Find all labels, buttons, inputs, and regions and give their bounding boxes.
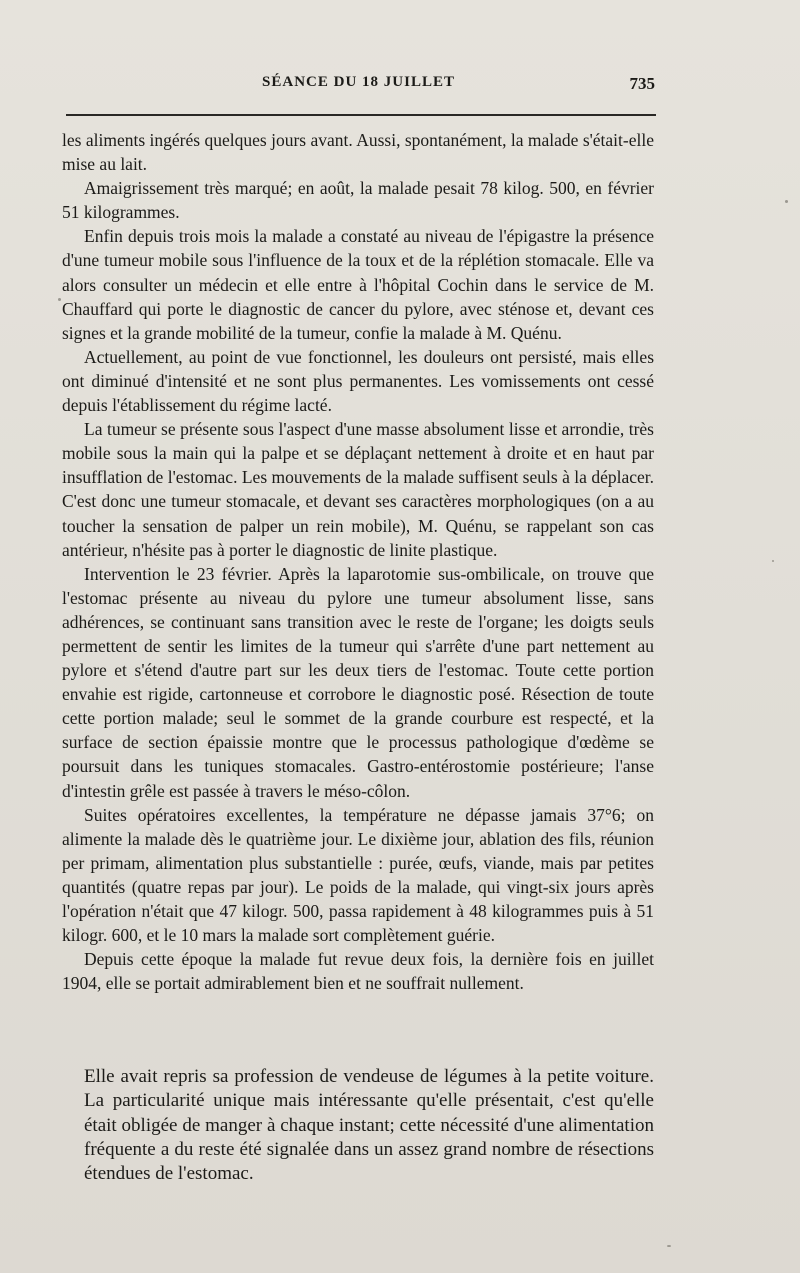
paragraph: La tumeur se présente sous l'aspect d'une masse absolument lisse et arrondie, très mobile sous la main qui la palpe et se déplaçant nettement à droite et en haut par insufflation de l'estomac. Les mouvements de la malade suffisent seuls à la déplacer. C'est donc une tumeur stomacale, et devant ses caractères morphologiques (on a au toucher la sensation de palper un rein mobile), M. Quénu, se rappelant son cas antérieur, n'hésite pas à porter le diagnostic de linite plastique.	[62, 419, 654, 560]
paragraph: Enfin depuis trois mois la malade a constaté au niveau de l'épigastre la présence d'une tumeur mobile sous l'influence de la toux et de la réplétion stomacale. Elle va alors consulter un médecin et elle entre à l'hôpital Cochin dans le service de M. Chauffard qui porte le diagnostic de cancer du pylore, avec sténose et, devant ces signes et la grande mobilité de la tumeur, confie la malade à M. Quénu.	[62, 226, 654, 343]
running-head: SÉANCE DU 18 JUILLET	[262, 74, 455, 90]
closing-text	[84, 1065, 654, 1186]
closing-paragraph: Elle avait repris sa profession de vendeuse de légumes à la petite voiture. La particularité unique mais intéressante qu'elle présentait, c'est qu'elle était obligée de manger à chaque instant; cette nécessité d'une alimentation fréquente a du reste été signalée dans un assez grand nombre de résections étendues de l'estomac.	[84, 1066, 654, 1185]
paragraph: Intervention le 23 février. Après la laparotomie sus-ombilicale, on trouve que l'estomac présente au niveau du pylore une tumeur absolument lisse, sans adhérences, se continuant sans transition avec le reste de l'organe; les doigts seuls permettent de sentir les limites de la tumeur qui s'arrête d'une part nettement au pylore et s'étend d'autre part sur les deux tiers de l'estomac. Toute cette portion envahie est rigide, cartonneuse et corrobore le diagnostic posé. Résection de toute cette portion malade; seul le sommet de la grande courbure est respecté, et la surface de section épaissie montre que le processus pathologique d'œdème se poursuit dans les tuniques stomacales. Gastro-entérostomie postérieure; l'anse d'intestin grêle est passée à travers le méso-côlon.	[62, 563, 654, 801]
paper-speck	[785, 200, 788, 203]
paragraph: Suites opératoires excellentes, la température ne dépasse jamais 37°6; on alimente la malade dès le quatrième jour. Le dixième jour, ablation des fils, réunion per primam, alimentation plus substantielle : purée, œufs, viande, mais par petites quantités (quatre repas par jour). Le poids de la malade, qui vingt-six jours après l'opération n'était que 47 kilogr. 500, passa rapidement à 48 kilogrammes puis à 51 kilogr. 600, et le 10 mars la malade sort complètement guérie.	[62, 804, 654, 946]
paper-speck	[667, 1245, 671, 1247]
paper-speck	[772, 560, 774, 562]
paragraph: Depuis cette époque la malade fut revue deux fois, la dernière fois en juillet 1904, elle se portait admirablement bien et ne souffrait nullement.	[62, 949, 654, 994]
paragraph-continued: les aliments ingérés quelques jours avant. Aussi, spontanément, la malade s'était-elle mise au lait.	[62, 130, 654, 175]
main-text	[62, 128, 654, 995]
paper-speck	[58, 298, 61, 301]
paragraph: Actuellement, au point de vue fonctionnel, les douleurs ont persisté, mais elles ont diminué d'intensité et ne sont plus permanentes. Les vomissements ont cessé depuis l'établissement du régime lacté.	[62, 346, 654, 416]
page-header	[62, 74, 655, 102]
header-rule	[66, 114, 656, 116]
page-number: 735	[629, 74, 655, 93]
paragraph: Amaigrissement très marqué; en août, la malade pesait 78 kilog. 500, en février 51 kilogrammes.	[62, 178, 654, 223]
